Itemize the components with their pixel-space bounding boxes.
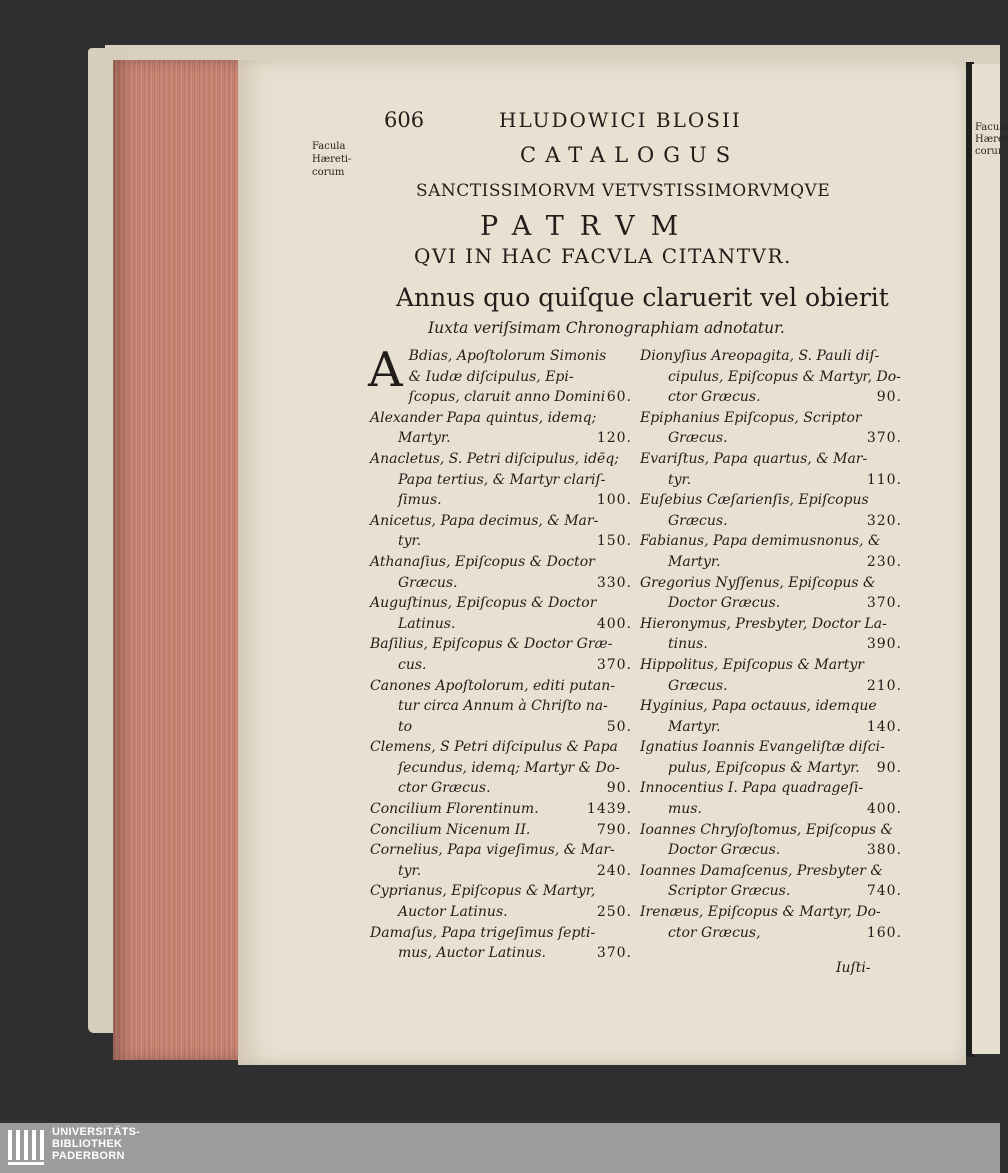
entry-line: Fabianus, Papa demimusnonus, & [640, 533, 881, 550]
entry-line: Martyr. [398, 430, 451, 447]
facing-margin-line: Hæret [975, 134, 1008, 145]
entry-line: ſimus. [398, 492, 442, 509]
entry-line: Græcus. [668, 512, 728, 529]
title-annus: Annus quo quiſque claruerit vel obierit [396, 283, 889, 312]
year-number: 1439. [586, 801, 632, 818]
logo-line: PADERBORN [52, 1150, 125, 1162]
entry-line: Hippolitus, Epiſcopus & Martyr [640, 656, 864, 673]
entry-line: to [398, 718, 413, 735]
entry-line: Martyr. [668, 718, 721, 735]
list-item [640, 490, 902, 531]
margin-note-line: Facula [312, 141, 346, 152]
margin-note-line: corum [312, 167, 345, 178]
entry-line: Anicetus, Papa decimus, & Mar- [370, 512, 599, 529]
catchword: Iuſti- [836, 960, 871, 976]
entry-line: Baſilius, Epiſcopus & Doctor Græ- [370, 636, 613, 653]
year-number: 240. [596, 862, 632, 879]
title-catalogus: CATALOGUS [520, 143, 740, 167]
entry-line: Dionyſius Areopagita, S. Pauli diſ- [640, 348, 880, 364]
library-logo-text [52, 1126, 140, 1162]
title-patrum: PATRVM [480, 211, 695, 242]
entry-line: cipulus, Epiſcopus & Martyr, Do- [668, 368, 901, 385]
entry-line: Papa tertius, & Martyr clariſ- [398, 471, 606, 488]
logo-line: UNIVERSITÄTS- [52, 1126, 141, 1138]
entry-line: Cyprianus, Epiſcopus & Martyr, [370, 883, 596, 900]
entry-line: Scriptor Græcus. [668, 883, 791, 900]
entry-line: Innocentius I. Papa quadrageſi- [640, 780, 864, 797]
year-number: 790. [596, 821, 632, 838]
facing-margin-note [975, 122, 1008, 158]
entry-line: Martyr. [668, 553, 721, 570]
list-item [370, 552, 632, 593]
list-item [640, 573, 902, 614]
entry-line: Auctor Latinus. [398, 904, 508, 921]
list-item [370, 408, 632, 449]
list-item [370, 840, 632, 881]
entry-line: tur circa Annum à Chriſto na- [398, 698, 608, 715]
list-item [640, 408, 902, 449]
list-item [640, 449, 902, 490]
entry-line: ſcopus, claruit anno Domini [408, 389, 606, 406]
title-sanctissimorum: SANCTISSIMORVM VETVSTISSIMORVMQVE [416, 181, 831, 201]
year-number: 370. [866, 595, 902, 612]
entry-line: Gregorius Nyſſenus, Epiſcopus & [640, 574, 876, 591]
list-item [370, 511, 632, 552]
entry-line: Auguſtinus, Epiſcopus & Doctor [370, 595, 597, 612]
list-item [370, 593, 632, 634]
year-number: 400. [596, 615, 632, 632]
list-item [640, 614, 902, 655]
entry-line: Doctor Græcus. [668, 595, 781, 612]
year-number: 150. [596, 533, 632, 550]
year-number: 90. [876, 759, 902, 776]
year-number: 140. [866, 718, 902, 735]
year-number: 370. [866, 430, 902, 447]
entry-line: Cornelius, Papa vigeſimus, & Mar- [370, 842, 615, 859]
entry-line: Hieronymus, Presbyter, Doctor La- [640, 615, 887, 632]
list-item [370, 676, 632, 738]
title-qui-in-hac: QVI IN HAC FACVLA CITANTVR. [414, 244, 792, 268]
margin-note [312, 140, 351, 179]
entry-line: Græcus. [668, 677, 728, 694]
year-number: 90. [876, 389, 902, 406]
right-column [640, 346, 902, 943]
entry-line: Alexander Papa quintus, idemq; [370, 409, 597, 426]
running-head: HLUDOWICI BLOSII [499, 108, 742, 132]
entry-line: Latinus. [398, 615, 456, 632]
year-number: 60. [606, 389, 632, 406]
entry-line: Ignatius Ioannis Evangeliſtæ diſci- [640, 739, 885, 756]
entry-line: Doctor Græcus. [668, 842, 781, 859]
library-logo-icon [6, 1126, 46, 1170]
page-edges [113, 60, 243, 1060]
list-item [640, 737, 902, 778]
year-number: 250. [596, 904, 632, 921]
year-number: 370. [596, 945, 632, 962]
year-number: 740. [866, 883, 902, 900]
year-number: 110. [866, 471, 902, 488]
entry-line: tyr. [668, 471, 692, 488]
left-column [368, 342, 632, 964]
entry-line: Ioannes Chryſoſtomus, Epiſcopus & [640, 821, 893, 838]
entry-line: mus, Auctor Latinus. [398, 945, 546, 962]
entry-line: ctor Græcus. [668, 389, 761, 406]
entry-line: cus. [398, 656, 427, 673]
list-item [640, 531, 902, 572]
entry-line: Græcus. [398, 574, 458, 591]
entry-line: tinus. [668, 636, 708, 653]
entry-line: Anacletus, S. Petri diſcipulus, idēq; [370, 450, 620, 467]
entry-line: Græcus. [668, 430, 728, 447]
list-item [640, 655, 902, 696]
list-item [368, 342, 632, 408]
year-number: 210. [866, 677, 902, 694]
list-item [370, 737, 632, 799]
year-number: 370. [596, 656, 632, 673]
entry-line: Irenæus, Epiſcopus & Martyr, Do- [640, 904, 881, 921]
list-item [370, 820, 632, 841]
list-item [370, 923, 632, 964]
entry-line: Concilium Nicenum II. [370, 821, 531, 838]
list-item [640, 820, 902, 861]
facing-margin-line: Facula [975, 122, 1008, 133]
entry-line: Ioannes Damaſcenus, Presbyter & [640, 862, 883, 879]
library-footer-bar [0, 1123, 1000, 1173]
list-item [370, 881, 632, 922]
year-number: 160. [866, 924, 902, 941]
page-number: 606 [384, 108, 425, 132]
list-item [640, 902, 902, 943]
year-number: 50. [606, 718, 632, 735]
list-item [640, 696, 902, 737]
list-item [640, 861, 902, 902]
logo-line: BIBLIOTHEK [52, 1138, 123, 1150]
entry-line: Athanaſius, Epiſcopus & Doctor [370, 553, 595, 570]
year-number: 120. [596, 430, 632, 447]
entry-line: Bdias, Apoſtolorum Simonis [408, 348, 607, 364]
entry-line: Hyginius, Papa octauus, idemque [640, 698, 877, 715]
list-item [370, 449, 632, 511]
entry-line: Concilium Florentinum. [370, 801, 539, 818]
list-item [370, 634, 632, 675]
year-number: 380. [866, 842, 902, 859]
year-number: 390. [866, 636, 902, 653]
year-number: 230. [866, 553, 902, 570]
year-number: 330. [596, 574, 632, 591]
entry-line: tyr. [398, 862, 422, 879]
entry-line: Clemens, S Petri diſcipulus & Papa [370, 739, 618, 756]
entry-line: & Iudæ diſcipulus, Epi- [408, 368, 574, 385]
drop-cap: A [368, 342, 403, 398]
entry-line: mus. [668, 801, 702, 818]
facing-page [972, 64, 1008, 1054]
entry-line: Canones Apoſtolorum, editi putan- [370, 677, 615, 694]
year-number: 320. [866, 512, 902, 529]
year-number: 90. [606, 780, 632, 797]
title-iuxta: Iuxta veriſsimam Chronographiam adnotatur. [428, 319, 785, 337]
entry-line: ctor Græcus. [398, 780, 491, 797]
entry-line: tyr. [398, 533, 422, 550]
entry-line: Epiphanius Epiſcopus, Scriptor [640, 409, 862, 426]
year-number: 400. [866, 801, 902, 818]
list-item [370, 799, 632, 820]
entry-line: ſecundus, idemq; Martyr & Do- [398, 759, 620, 776]
year-number: 100. [596, 492, 632, 509]
entry-line: Damaſus, Papa trigeſimus ſepti- [370, 924, 596, 941]
margin-note-line: Hæreti- [312, 154, 352, 165]
list-item [640, 346, 902, 408]
entry-line: ctor Græcus, [668, 924, 761, 941]
entry-line: Evariſtus, Papa quartus, & Mar- [640, 450, 868, 467]
entry-line: Euſebius Cæſarienſis, Epiſcopus [640, 492, 869, 509]
facing-margin-line: corun [975, 146, 1005, 157]
entry-line: pulus, Epiſcopus & Martyr. [668, 759, 860, 776]
list-item [640, 778, 902, 819]
